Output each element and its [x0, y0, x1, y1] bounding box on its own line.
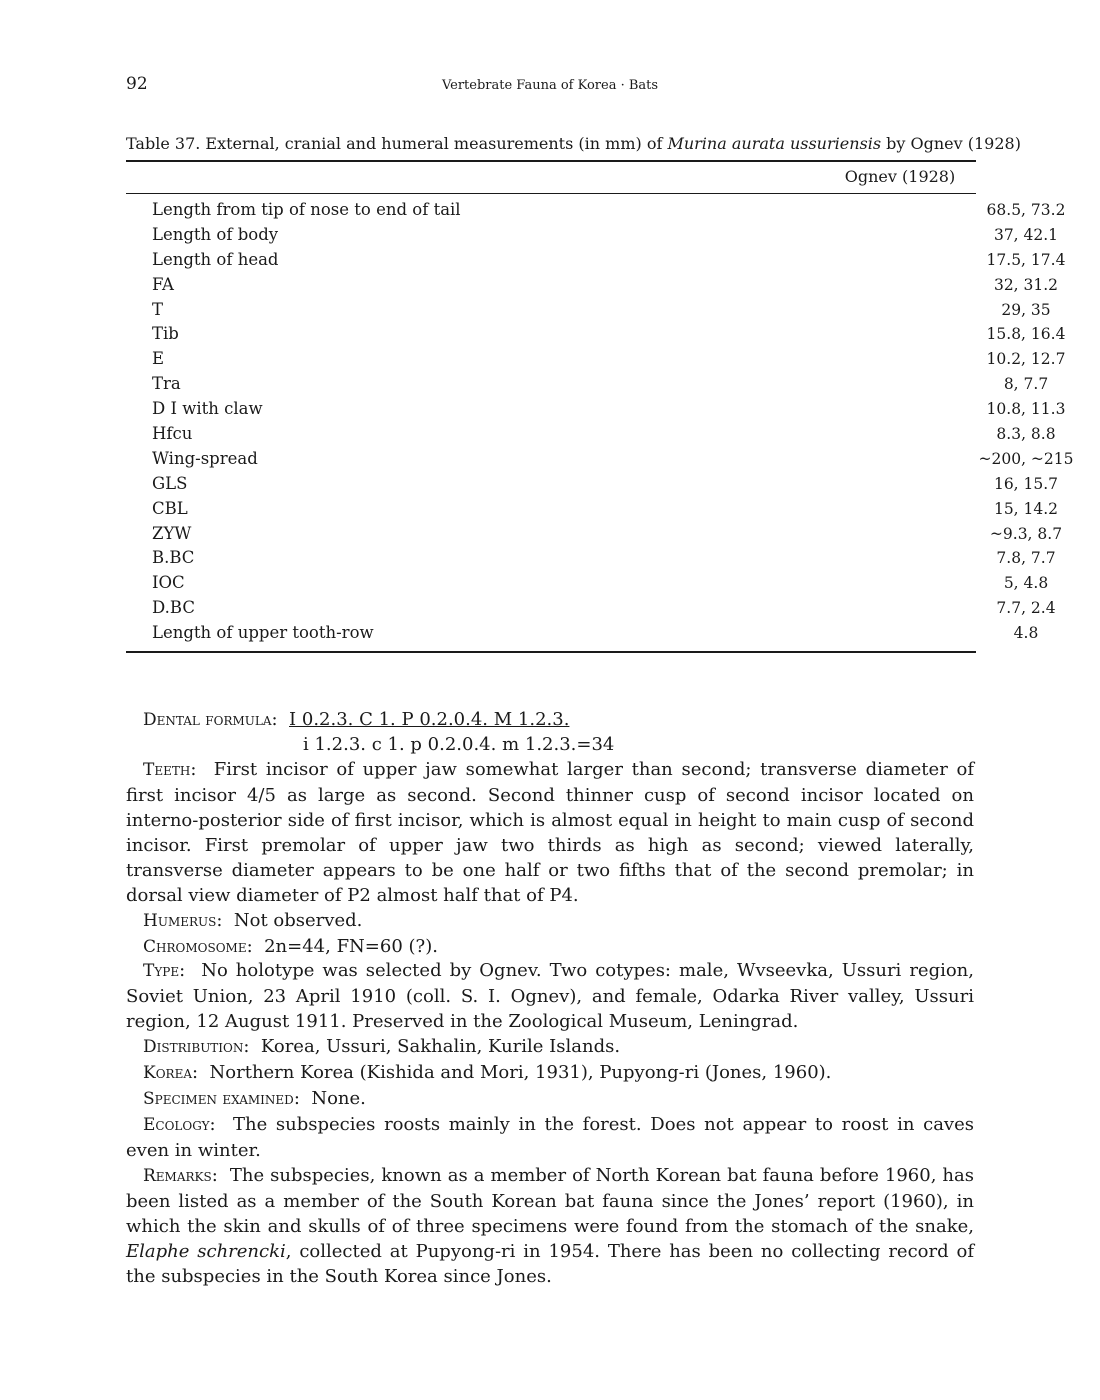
row-value: 4.8: [1013, 624, 1039, 643]
dental-formula: Dental formula: I 0.2.3. C 1. P 0.2.0.4. M 1.2.3. i 1.2.3. c 1. p 0.2.0.4. m 1.2.3.=34: [143, 709, 615, 755]
row-value: 10.8, 11.3: [986, 400, 1066, 419]
table-row: [126, 198, 1066, 223]
specimen-text: None.: [311, 1088, 366, 1109]
dental-label: Dental formula: [143, 710, 272, 730]
teeth-section: [126, 757, 974, 960]
row-label: Tra: [152, 374, 181, 394]
row-value: 5, 4.8: [1003, 574, 1049, 593]
row-label: B.BC: [152, 548, 195, 568]
remarks-text-end: , collected at Pupyong-ri in 1954. There has been no collecting record of the subspecies in the South Korea since Jones.: [126, 1241, 974, 1287]
chromosome-paragraph: Chromosome: 2n=44, FN=60 (?).: [143, 936, 438, 957]
caption-species: Murina aurata ussuriensis: [667, 134, 882, 153]
type-label: Type: [143, 961, 180, 981]
table-row: [126, 472, 1059, 497]
row-value: 16, 15.7: [993, 474, 1059, 493]
remarks-text: The subspecies, known as a member of North Korean bat fauna before 1960, has been listed as a member of the South Korean bat fauna since the Jones’ report (1960), in which the skin and skulls of of three specimens were found from the stomach of the snake,: [126, 1165, 974, 1237]
row-value: 68.5, 73.2: [986, 201, 1066, 219]
distribution-label: Distribution: [143, 1037, 244, 1057]
table-rule-bottom: [126, 651, 976, 653]
ecology-text: The subspecies roosts mainly in the forest. Does not appear to roost in caves even in winter.: [126, 1114, 974, 1161]
row-value: 32, 31.2: [993, 275, 1059, 294]
table-row: [126, 497, 1059, 522]
type-text: No holotype was selected by Ognev. Two cotypes: male, Wvseevka, Ussuri region, Soviet Union, 23 April 1910 (coll. S. I. Ognev), and female, Odarka River valley, Ussuri region, 12 August 1911. Preserved in the Zoological Museum, Leningrad.: [126, 960, 975, 1032]
table-row: [126, 273, 1059, 298]
row-label: CBL: [152, 498, 188, 518]
table-row: [126, 621, 1039, 646]
dental-upper: I 0.2.3. C 1. P 0.2.0.4. M 1.2.3.: [289, 709, 570, 730]
row-label: GLS: [152, 473, 188, 493]
korea-label: Korea: [143, 1063, 192, 1083]
table-row: [126, 522, 1063, 547]
column-header: Ognev (1928): [844, 167, 956, 186]
row-value: 29, 35: [1001, 300, 1051, 319]
row-value: 17.5, 17.4: [986, 250, 1066, 269]
table-row: [126, 223, 1059, 248]
table-row: [126, 422, 1056, 447]
table-rule-top: [126, 160, 976, 162]
row-value: 15, 14.2: [993, 499, 1059, 518]
row-value: ~200, ~215: [978, 449, 1074, 468]
korea-text: Northern Korea (Kishida and Mori, 1931), Pupyong-ri (Jones, 1960).: [209, 1062, 832, 1083]
row-value: ~9.3, 8.7: [989, 524, 1063, 543]
dental-lower: i 1.2.3. c 1. p 0.2.0.4. m 1.2.3.=34: [303, 734, 615, 755]
remarks-species: Elaphe schrencki: [126, 1241, 286, 1262]
specimen-paragraph: Specimen examined: None.: [143, 1088, 366, 1109]
row-value: 7.8, 7.7: [996, 549, 1056, 568]
row-value: 37, 42.1: [993, 225, 1059, 244]
ecology-label: Ecology: [143, 1115, 210, 1135]
humerus-paragraph: Humerus: Not observed.: [143, 910, 363, 931]
row-label: ZYW: [152, 523, 192, 543]
row-label: FA: [152, 274, 174, 294]
humerus-text: Not observed.: [233, 910, 363, 931]
table-rule-mid: [126, 193, 976, 194]
caption-source: by Ognev (1928): [881, 134, 1021, 153]
table-row: [126, 447, 1074, 472]
row-label: Hfcu: [152, 424, 193, 444]
row-label: Length of upper tooth-row: [152, 623, 374, 643]
row-label: E: [152, 349, 165, 369]
chromosome-label: Chromosome: [143, 937, 247, 957]
table-row: [126, 372, 1049, 397]
table-row: [126, 596, 1056, 621]
row-label: D I with claw: [152, 399, 263, 419]
specimen-label: Specimen examined: [143, 1089, 294, 1109]
table-row: [126, 347, 1066, 372]
ecology-paragraph: Ecology: The subspecies roosts mainly in the forest. Does not appear to roost in caves even in winter.: [126, 1114, 974, 1161]
row-label: D.BC: [152, 598, 195, 618]
row-label: Tib: [152, 324, 179, 344]
row-label: Wing-spread: [152, 448, 258, 468]
table-row: [126, 571, 1049, 596]
row-value: 7.7, 2.4: [996, 599, 1056, 618]
type-section: [126, 958, 974, 1289]
chromosome-text: 2n=44, FN=60 (?).: [264, 936, 438, 957]
table-caption: [126, 134, 1021, 153]
teeth-label: Teeth: [143, 760, 191, 780]
teeth-text: First incisor of upper jaw somewhat larger than second; transverse diameter of first incisor 4/5 as large as second. Second thinner cusp of second incisor located on interno-posterior side of first incisor, which is almost equal in height to main cusp of second incisor. First premolar of upper jaw two thirds as high as second; viewed laterally, transverse diameter appears to be one half or two fifths that of the second premolar; in dorsal view diameter of P2 almost half that of P4.: [126, 759, 974, 906]
row-label: IOC: [152, 573, 185, 593]
caption-text: Table 37. External, cranial and humeral measurements (in mm) of: [126, 134, 668, 153]
row-label: Length from tip of nose to end of tail: [152, 200, 461, 219]
distribution-text: Korea, Ussuri, Sakhalin, Kurile Islands.: [260, 1036, 621, 1057]
running-head: Vertebrate Fauna of Korea · Bats: [441, 78, 659, 93]
row-value: 8.3, 8.8: [996, 425, 1056, 444]
type-paragraph: Type: No holotype was selected by Ognev. Two cotypes: male, Wvseevka, Ussuri region, Soviet Union, 23 April 1910 (coll. S. I. Ognev), and female, Odarka River valley, Ussuri region, 12 August 1911. Preserved in the Zoological Museum, Leningrad.: [126, 960, 975, 1032]
remarks-paragraph: Remarks: The subspecies, known as a member of North Korean bat fauna before 1960, has been listed as a member of the South Korean bat fauna since the Jones’ report (1960), in which the skin and skulls of of three specimens were found from the stomach of the snake, Elaphe schrencki, collected at Pupyong-ri in 1954. There has been no collecting record of the subspecies in the South Korea since Jones.: [126, 1165, 974, 1287]
table-row: [126, 298, 1051, 323]
distribution-paragraph: Distribution: Korea, Ussuri, Sakhalin, Kurile Islands.: [143, 1036, 621, 1057]
measurement-table: [126, 198, 1074, 646]
row-value: 8, 7.7: [1003, 375, 1049, 394]
table-row: [126, 546, 1056, 571]
row-value: 15.8, 16.4: [986, 325, 1066, 344]
korea-paragraph: Korea: Northern Korea (Kishida and Mori, 1931), Pupyong-ri (Jones, 1960).: [143, 1062, 832, 1083]
remarks-label: Remarks: [143, 1166, 212, 1186]
table-row: [126, 397, 1066, 422]
row-label: T: [152, 299, 164, 319]
row-label: Length of head: [152, 249, 279, 269]
row-value: 10.2, 12.7: [986, 350, 1066, 369]
page-number: 92: [126, 74, 148, 94]
humerus-label: Humerus: [143, 911, 217, 931]
table-row: [126, 248, 1066, 273]
table-row: [126, 322, 1066, 347]
row-label: Length of body: [152, 224, 279, 244]
teeth-paragraph: Teeth: First incisor of upper jaw somewhat larger than second; transverse diameter of first incisor 4/5 as large as second. Second thinner cusp of second incisor located on interno-posterior side of first incisor, which is almost equal in height to main cusp of second incisor. First premolar of upper jaw two thirds as high as second; viewed laterally, transverse diameter appears to be one half or two fifths that of the second premolar; in dorsal view diameter of P2 almost half that of P4.: [126, 759, 974, 906]
